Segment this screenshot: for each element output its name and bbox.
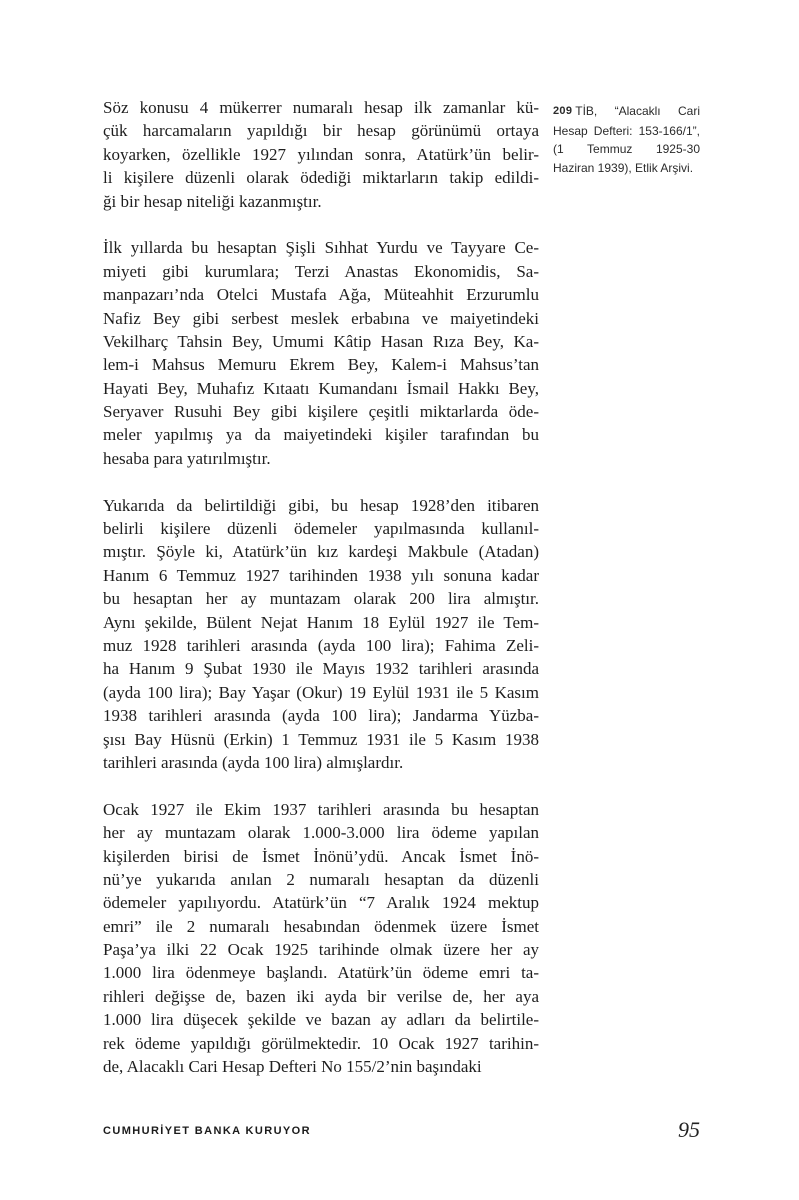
body-line: Hanım 6 Temmuz 1927 tarihinden 1938 yılı sonuna kadar xyxy=(103,565,539,585)
body-line: Hayati Bey, Muhafız Kıtaatı Kumandanı İsmail Hakkı Bey, xyxy=(103,378,539,398)
body-line: Nafiz Bey gibi serbest meslek erbabına ve maiyetindeki xyxy=(103,308,539,328)
body-line: belirli kişilere düzenli ödemeler yapılmasında kullanıl- xyxy=(103,519,539,539)
body-line: mıştır. Şöyle ki, Atatürk’ün kız kardeşi Makbule (Atadan) xyxy=(103,542,539,562)
body-line: muz 1928 tarihleri arasında (ayda 100 lira); Fahima Zeli- xyxy=(103,635,539,655)
body-line: Seryaver Rusuhi Bey gibi kişilere çeşitli miktarlarda öde- xyxy=(103,402,539,422)
body-line: rek ödeme yapıldığı görülmektedir. 10 Ocak 1927 tarihin- xyxy=(103,1033,539,1053)
body-line: çük harcamaların yapıldığı bir hesap görünümü ortaya xyxy=(103,121,539,141)
body-line: Yukarıda da belirtildiği gibi, bu hesap 1928’den itibaren xyxy=(103,495,539,515)
body-line: kişilerden birisi de İsmet İnönü’ydü. Ancak İsmet İnö- xyxy=(103,846,539,866)
paragraph xyxy=(103,96,539,213)
body-line: (ayda 100 lira); Bay Yaşar (Okur) 19 Eylül 1931 ile 5 Kasım xyxy=(103,682,539,702)
body-line: tarihleri arasında (ayda 100 lira) almışlardır. xyxy=(103,752,404,772)
body-line: Ocak 1927 ile Ekim 1937 tarihleri arasında bu hesaptan xyxy=(103,799,539,819)
body-line: nü’ye yukarıda anılan 2 numaralı hesaptan da düzenli xyxy=(103,869,539,889)
body-line: Paşa’ya ilki 22 Ocak 1925 tarihinde olmak üzere her ay xyxy=(103,940,539,960)
body-line: bu hesaptan her ay muntazam olarak 200 lira almıştır. xyxy=(103,589,539,609)
body-line: ha Hanım 9 Şubat 1930 ile Mayıs 1932 tarihleri arasında xyxy=(103,659,539,679)
body-line: şısı Bay Hüsnü (Erkin) 1 Temmuz 1931 ile 5 Kasım 1938 xyxy=(103,729,539,749)
body-line: hesaba para yatırılmıştır. xyxy=(103,448,271,468)
body-line: koyarken, özellikle 1927 yılından sonra, Atatürk’ün belir- xyxy=(103,144,539,164)
paragraph xyxy=(103,494,539,775)
body-line: İlk yıllarda bu hesaptan Şişli Sıhhat Yurdu ve Tayyare Ce- xyxy=(103,238,539,258)
footnote-number: 209 xyxy=(553,105,573,117)
body-line: emri” ile 2 numaralı hesabından ödenmek üzere İsmet xyxy=(103,916,539,936)
paragraph xyxy=(103,236,539,470)
body-line: 1938 tarihleri arasında (ayda 100 lira); Jandarma Yüzba- xyxy=(103,706,539,726)
running-footer-section-title: CUMHURİYET BANKA KURUYOR xyxy=(103,1125,311,1137)
body-line: 1.000 lira ödenmeye başlandı. Atatürk’ün ödeme emri ta- xyxy=(103,963,539,983)
page-number: 95 xyxy=(678,1117,700,1142)
body-line: de, Alacaklı Cari Hesap Defteri No 155/2’nin başındaki xyxy=(103,1057,482,1077)
body-line: 1.000 lira düşecek şekilde ve bazan ay adları da belirtile- xyxy=(103,1010,539,1030)
body-line: Söz konusu 4 mükerrer numaralı hesap ilk zamanlar kü- xyxy=(103,98,539,117)
footnote-text: TİB, “Alacaklı Cari Hesap Defteri: 153-166/1”, (1 Temmuz 1925-30 Haziran 1939), Etlik Arşivi. xyxy=(553,104,700,175)
body-line: lem-i Mahsus Memuru Ekrem Bey, Kalem-i Mahsus’tan xyxy=(103,355,539,375)
body-line: meler yapılmış ya da maiyetindeki kişiler tarafından bu xyxy=(103,425,539,445)
body-line: rihleri değişse de, bazen iki ayda bir verilse de, her aya xyxy=(103,986,539,1006)
body-line: manpazarı’nda Otelci Mustafa Ağa, Müteahhit Erzurumlu xyxy=(103,285,539,305)
sidenote-column xyxy=(553,102,700,177)
footnote xyxy=(553,102,700,177)
body-line: li kişilere düzenli olarak ödediği miktarların takip edildi- xyxy=(103,168,539,188)
paragraph xyxy=(103,798,539,1079)
body-text-column xyxy=(103,96,539,1078)
body-line: ği bir hesap niteliği kazanmıştır. xyxy=(103,191,322,211)
body-line: her ay muntazam olarak 1.000-3.000 lira ödeme yapılan xyxy=(103,823,539,843)
body-line: Aynı şekilde, Bülent Nejat Hanım 18 Eylül 1927 ile Tem- xyxy=(103,612,539,632)
body-line: Vekilharç Tahsin Bey, Umumi Kâtip Hasan Rıza Bey, Ka- xyxy=(103,331,539,351)
body-line: ödemeler yapılıyordu. Atatürk’ün “7 Aralık 1924 mektup xyxy=(103,893,539,913)
body-line: miyeti gibi kurumlara; Terzi Anastas Ekonomidis, Sa- xyxy=(103,261,539,281)
